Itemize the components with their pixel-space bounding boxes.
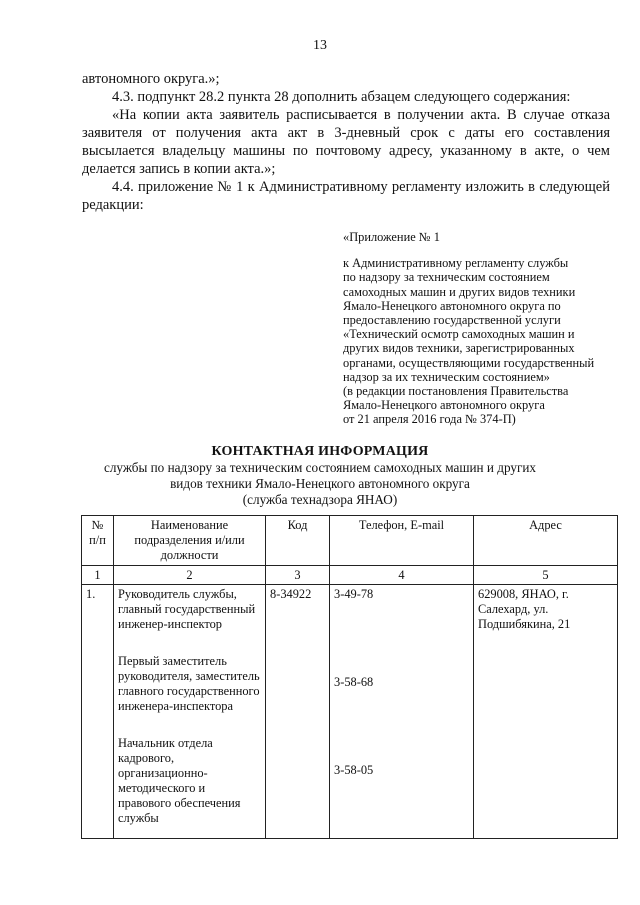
heading-line: службы по надзору за техническим состоянием самоходных машин и других xyxy=(103,460,537,475)
phone-number: 3-58-05 xyxy=(334,763,374,777)
positions-cell xyxy=(114,585,266,839)
row-number: 1. xyxy=(82,585,114,839)
column-number: 5 xyxy=(474,566,618,585)
appendix-line: Ямало-Ненецкого автономного округа xyxy=(343,398,545,413)
header-code: Код xyxy=(266,516,330,566)
appendix-line: Ямало-Ненецкого автономного округа по xyxy=(343,298,561,313)
paragraph-quote: «На копии акта заявитель расписывается в получении акта. В случае отказа заявителя от получения акта акт в 3-дневный срок с даты его составления высылается владельцу машины по почтовому адресу, указанному в акте, о чем делается запись в копии акта.»; xyxy=(82,107,610,177)
heading-line: видов техники Ямало-Ненецкого автономного округа xyxy=(170,476,470,491)
table-header-row xyxy=(82,516,618,566)
column-number-row xyxy=(82,566,618,585)
column-number: 1 xyxy=(82,566,114,585)
code-cell: 8-34922 xyxy=(266,585,330,839)
appendix-line: (в редакции постановления Правительства xyxy=(343,384,569,399)
appendix-line: других видов техники, зарегистрированных xyxy=(343,341,575,356)
column-number: 2 xyxy=(114,566,266,585)
column-number: 4 xyxy=(330,566,474,585)
heading-line: (служба технадзора ЯНАО) xyxy=(242,492,398,507)
phone-number: 3-58-68 xyxy=(334,675,374,689)
appendix-title: «Приложение № 1 xyxy=(343,230,440,244)
section-heading xyxy=(0,444,640,508)
address-cell: 629008, ЯНАО, г. Салехард, ул. Подшибякина, 21 xyxy=(474,585,618,839)
appendix-line: по надзору за техническим состоянием xyxy=(343,270,550,285)
column-number: 3 xyxy=(266,566,330,585)
page-number: 13 xyxy=(313,38,327,53)
paragraph-4-3: 4.3. подпункт 28.2 пункта 28 дополнить абзацем следующего содержания: xyxy=(112,89,571,105)
position-title: Начальник отдела кадрового, организационно-методического и правового обеспечения службы xyxy=(118,736,241,825)
appendix-line: органами, осуществляющими государственный xyxy=(343,355,595,370)
appendix-block xyxy=(343,230,613,427)
appendix-line: «Технический осмотр самоходных машин и xyxy=(343,327,575,342)
position-title: Первый заместитель руководителя, заместитель главного государственного инженера-инспектора xyxy=(118,654,260,713)
header-address: Адрес xyxy=(474,516,618,566)
header-name: Наименование подразделения и/или должности xyxy=(114,516,266,566)
appendix-line: к Административному регламенту службы xyxy=(343,256,569,271)
appendix-line: предоставлению государственной услуги xyxy=(343,313,561,328)
phone-number: 3-49-78 xyxy=(334,587,374,601)
header-num: № п/п xyxy=(82,516,114,566)
table-row xyxy=(82,585,618,839)
header-phone: Телефон, E-mail xyxy=(330,516,474,566)
phones-cell xyxy=(330,585,474,839)
paragraph-4-4: 4.4. приложение № 1 к Административному регламенту изложить в следующей редакции: xyxy=(82,179,610,213)
position-title: Руководитель службы, главный государственный инженер-инспектор xyxy=(118,587,256,631)
appendix-line: самоходных машин и других видов техники xyxy=(343,284,576,299)
heading-title: КОНТАКТНАЯ ИНФОРМАЦИЯ xyxy=(211,444,429,459)
appendix-line: от 21 апреля 2016 года № 374-П) xyxy=(343,412,516,427)
contacts-table xyxy=(81,515,618,839)
appendix-line: надзор за их техническим состоянием» xyxy=(343,369,550,384)
paragraph-continuation: автономного округа.»; xyxy=(82,71,220,87)
